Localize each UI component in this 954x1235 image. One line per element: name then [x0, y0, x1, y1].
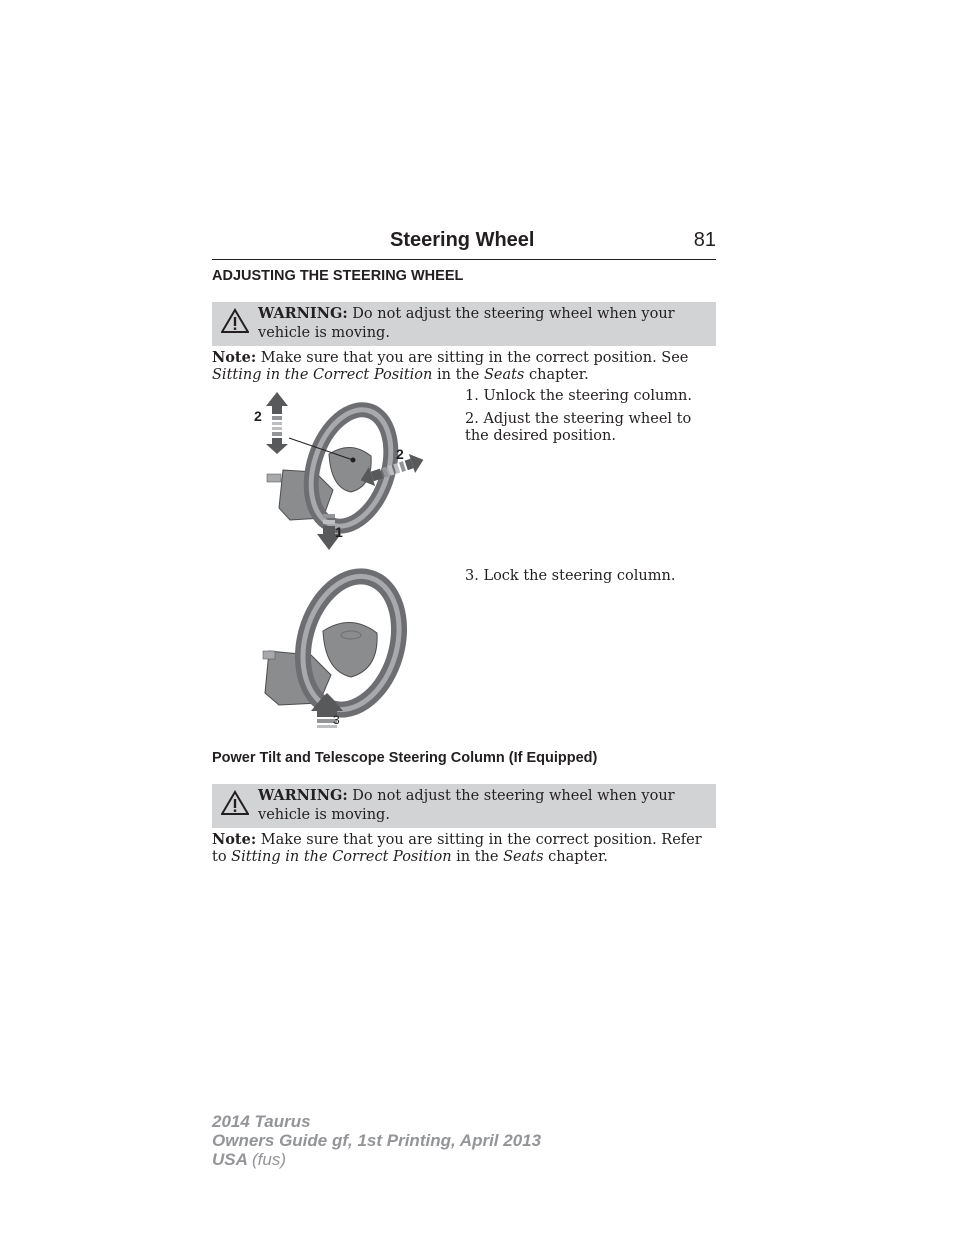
footer-market: USA (fus)	[212, 1150, 286, 1169]
callout-unlock: 1	[335, 524, 343, 540]
warning-box-2	[212, 784, 716, 828]
callout-lock: 3	[333, 713, 340, 727]
note-paragraph-1: Note: Make sure that you are sitting in the correct position. See Sitting in the Correct Position in the Seats chapter.	[212, 349, 689, 383]
warning-text: WARNING: Do not adjust the steering wheel when your vehicle is moving.	[258, 305, 675, 341]
footer-edition: Owners Guide gf, 1st Printing, April 2013	[212, 1131, 542, 1150]
section-heading-adjusting: ADJUSTING THE STEERING WHEEL	[212, 268, 464, 284]
callout-tilt: 2	[254, 408, 262, 424]
warning-text: WARNING: Do not adjust the steering wheel when your vehicle is moving.	[258, 787, 675, 823]
warning-box-1	[212, 302, 716, 346]
tilt-arrow-icon	[266, 392, 288, 454]
step-2: 2. Adjust the steering wheel to the desired position.	[465, 411, 692, 444]
chapter-title: Steering Wheel	[390, 229, 535, 251]
page-number: 81	[693, 229, 716, 251]
warning-triangle-icon	[221, 308, 249, 334]
steering-wheel-lock-figure	[255, 565, 435, 735]
page-header	[212, 229, 716, 260]
note-paragraph-2: Note: Make sure that you are sitting in the correct position. Refer to Sitting in the Correct Position in the Seats chapter.	[212, 831, 702, 865]
steering-wheel-unlock-adjust-figure	[245, 390, 435, 555]
callout-telescope: 2	[396, 446, 404, 462]
warning-triangle-icon	[221, 790, 249, 816]
step-3: 3. Lock the steering column.	[465, 568, 676, 584]
section-heading-power-tilt: Power Tilt and Telescope Steering Column (If Equipped)	[212, 750, 598, 766]
step-1: 1. Unlock the steering column.	[465, 388, 692, 404]
page-footer	[212, 1112, 541, 1169]
footer-model: 2014 Taurus	[212, 1112, 311, 1131]
